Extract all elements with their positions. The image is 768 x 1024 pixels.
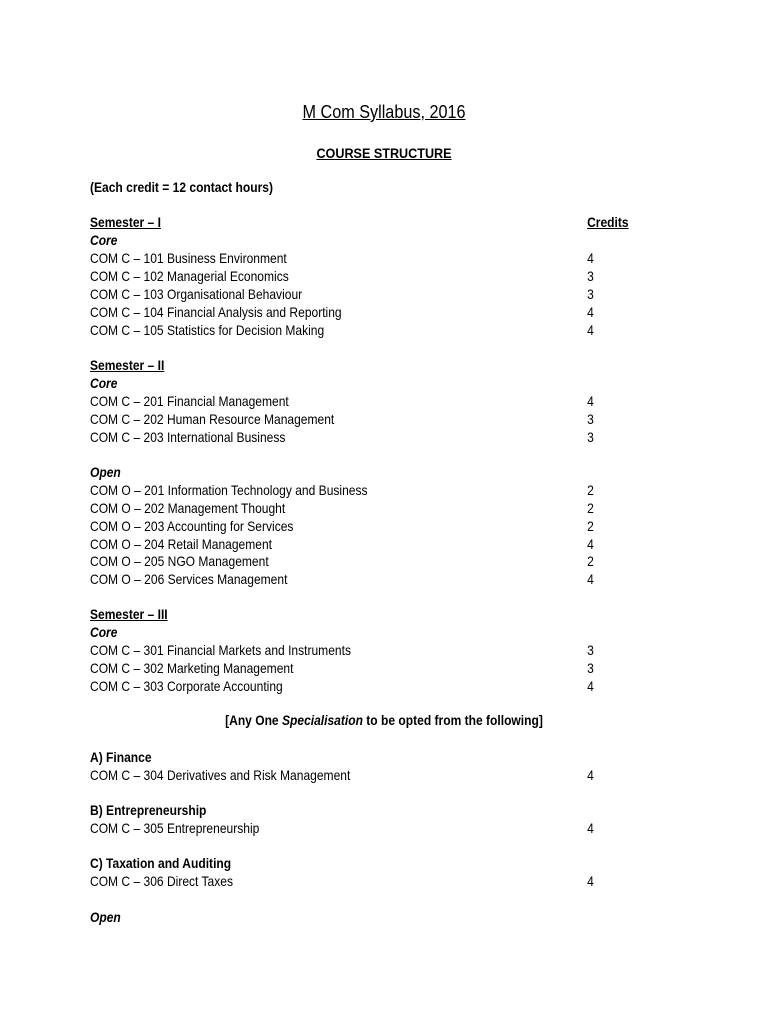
course-credits: 4 <box>587 873 594 889</box>
course-title: COM C – 304 Derivatives and Risk Management <box>90 767 351 783</box>
course-credits: 4 <box>587 536 594 552</box>
course-row <box>90 429 594 446</box>
course-credits: 4 <box>587 322 594 338</box>
course-credits: 4 <box>587 767 594 783</box>
course-title: COM C – 303 Corporate Accounting <box>90 678 283 694</box>
course-title: COM C – 201 Financial Management <box>90 393 289 409</box>
specialisation-note-before: [Any One <box>225 712 282 728</box>
course-title: COM O – 206 Services Management <box>90 571 288 587</box>
course-credits: 3 <box>587 660 594 676</box>
course-row <box>90 553 594 570</box>
semester-1-core-label: Core <box>90 232 118 248</box>
course-row <box>90 767 594 784</box>
course-row <box>90 322 594 339</box>
semester-2-open-label-row <box>90 464 572 481</box>
course-title: COM C – 105 Statistics for Decision Making <box>90 322 325 338</box>
semester-2-core-label: Core <box>90 375 118 391</box>
course-row <box>90 518 594 535</box>
course-credits: 4 <box>587 820 594 836</box>
course-row <box>90 482 594 499</box>
course-title: COM O – 202 Management Thought <box>90 500 286 516</box>
course-row <box>90 286 594 303</box>
semester-2-heading: Semester – II <box>90 357 165 373</box>
semester-2-core-label-row <box>90 375 572 392</box>
semester-3-open-label: Open <box>90 909 121 925</box>
credit-note: (Each credit = 12 contact hours) <box>90 179 274 195</box>
course-row <box>90 250 594 267</box>
specialisation-heading-row <box>90 802 572 819</box>
course-title: COM C – 101 Business Environment <box>90 250 287 266</box>
specialisation-note <box>54 712 714 729</box>
course-credits: 3 <box>587 411 594 427</box>
course-row <box>90 642 594 659</box>
course-credits: 2 <box>587 482 594 498</box>
course-title: COM C – 301 Financial Markets and Instruments <box>90 642 351 658</box>
course-credits: 3 <box>587 286 594 302</box>
semester-1-core-label-row <box>90 232 572 249</box>
course-row <box>90 660 594 677</box>
semester-3-heading: Semester – III <box>90 606 168 622</box>
course-credits: 2 <box>587 518 594 534</box>
course-credits: 3 <box>587 268 594 284</box>
specialisation-heading-finance: A) Finance <box>90 749 152 765</box>
specialisation-note-after: to be opted from the following] <box>362 712 543 728</box>
course-credits: 2 <box>587 500 594 516</box>
semester-3-core-label-row <box>90 624 572 641</box>
course-row <box>90 873 594 890</box>
specialisation-heading-taxation: C) Taxation and Auditing <box>90 855 232 871</box>
credit-note-line <box>90 179 572 196</box>
course-row <box>90 393 594 410</box>
semester-1-header-row <box>90 214 629 231</box>
semester-3-open-label-row <box>90 909 572 926</box>
course-title: COM O – 205 NGO Management <box>90 553 269 569</box>
course-credits: 3 <box>587 642 594 658</box>
course-title: COM C – 102 Managerial Economics <box>90 268 289 284</box>
semester-3-header-row <box>90 606 572 623</box>
course-credits: 4 <box>587 571 594 587</box>
course-title: COM O – 203 Accounting for Services <box>90 518 294 534</box>
course-credits: 3 <box>587 429 594 445</box>
semester-1-heading: Semester – I <box>90 214 161 230</box>
course-row <box>90 411 594 428</box>
semester-2-header-row <box>90 357 572 374</box>
course-credits: 4 <box>587 393 594 409</box>
specialisation-heading-row <box>90 749 572 766</box>
semester-2-open-label: Open <box>90 464 121 480</box>
course-title: COM C – 302 Marketing Management <box>90 660 294 676</box>
course-title: COM O – 204 Retail Management <box>90 536 273 552</box>
course-title: COM C – 202 Human Resource Management <box>90 411 335 427</box>
course-row <box>90 571 594 588</box>
course-title: COM O – 201 Information Technology and Business <box>90 482 368 498</box>
course-title: COM C – 305 Entrepreneurship <box>90 820 260 836</box>
specialisation-note-emphasis: Specialisation <box>281 712 363 728</box>
course-row <box>90 536 594 553</box>
course-credits: 4 <box>587 678 594 694</box>
course-row <box>90 500 594 517</box>
course-title: COM C – 306 Direct Taxes <box>90 873 233 889</box>
credits-column-header: Credits <box>587 214 629 230</box>
course-row <box>90 678 594 695</box>
course-structure-heading: COURSE STRUCTURE <box>316 145 452 161</box>
course-title: COM C – 103 Organisational Behaviour <box>90 286 303 302</box>
course-credits: 4 <box>587 304 594 320</box>
course-row <box>90 268 594 285</box>
semester-3-core-label: Core <box>90 624 118 640</box>
course-title: COM C – 203 International Business <box>90 429 286 445</box>
document-title: M Com Syllabus, 2016 <box>302 102 466 122</box>
course-row <box>90 820 594 837</box>
course-credits: 2 <box>587 553 594 569</box>
course-credits: 4 <box>587 250 594 266</box>
specialisation-heading-entrepreneurship: B) Entrepreneurship <box>90 802 207 818</box>
specialisation-heading-row <box>90 855 572 872</box>
course-title: COM C – 104 Financial Analysis and Reporting <box>90 304 342 320</box>
course-row <box>90 304 594 321</box>
